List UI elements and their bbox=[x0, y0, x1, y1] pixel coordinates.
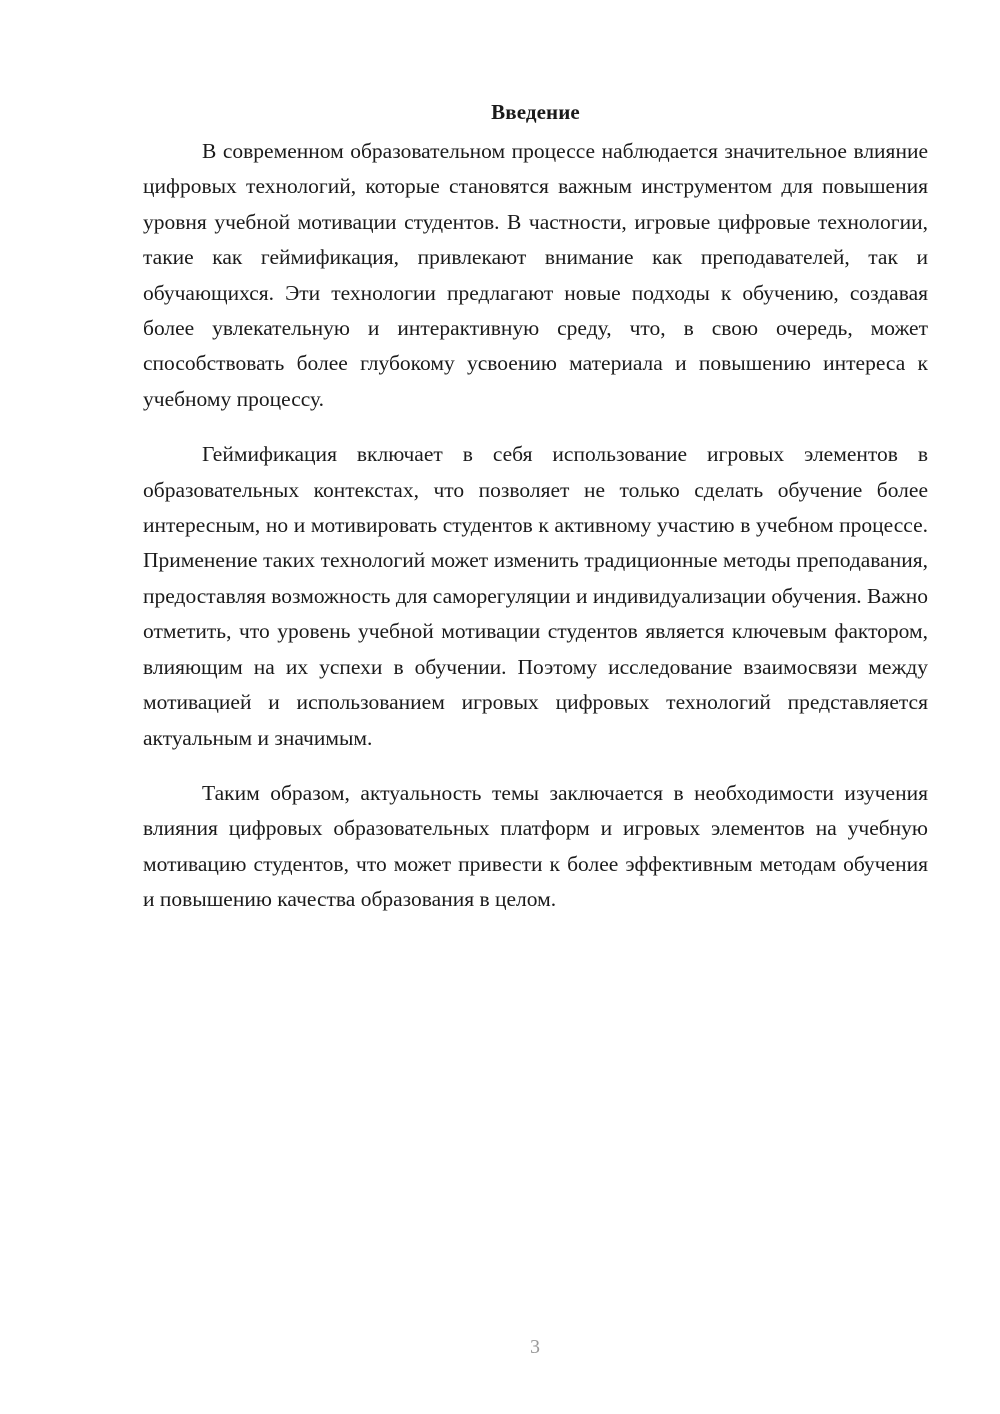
page-content bbox=[143, 98, 928, 938]
paragraph-2: Геймификация включает в себя использование игровых элементов в образовательных контекстах, что позволяет не только сделать обучение более интересным, но и мотивировать студентов к активному участию в учебном процессе. Применение таких технологий может изменить традиционные методы преподавания, предоставляя возможность для саморегуляции и индивидуализации обучения. Важно отметить, что уровень учебной мотивации студентов является ключевым фактором, влияющим на их успехи в обучении. Поэтому исследование взаимосвязи между мотивацией и использованием игровых цифровых технологий представляется актуальным и значимым. bbox=[143, 442, 928, 750]
paragraph-3: Таким образом, актуальность темы заключается в необходимости изучения влияния цифровых образовательных платформ и игровых элементов на учебную мотивацию студентов, что может привести к более эффективным методам обучения и повышению качества образования в целом. bbox=[143, 780, 928, 912]
section-heading: Введение bbox=[491, 100, 580, 124]
paragraph-1: В современном образовательном процессе наблюдается значительное влияние цифровых технологий, которые становятся важным инструментом для повышения уровня учебной мотивации студентов. В частности, игровые цифровые технологии, такие как геймификация, привлекают внимание как преподавателей, так и обучающихся. Эти технологии предлагают новые подходы к обучению, создавая более увлекательную и интерактивную среду, что, в свою очередь, может способствовать более глубокому усвоению материала и повышению интереса к учебному процессу. bbox=[143, 139, 928, 411]
page-number: 3 bbox=[530, 1336, 540, 1358]
